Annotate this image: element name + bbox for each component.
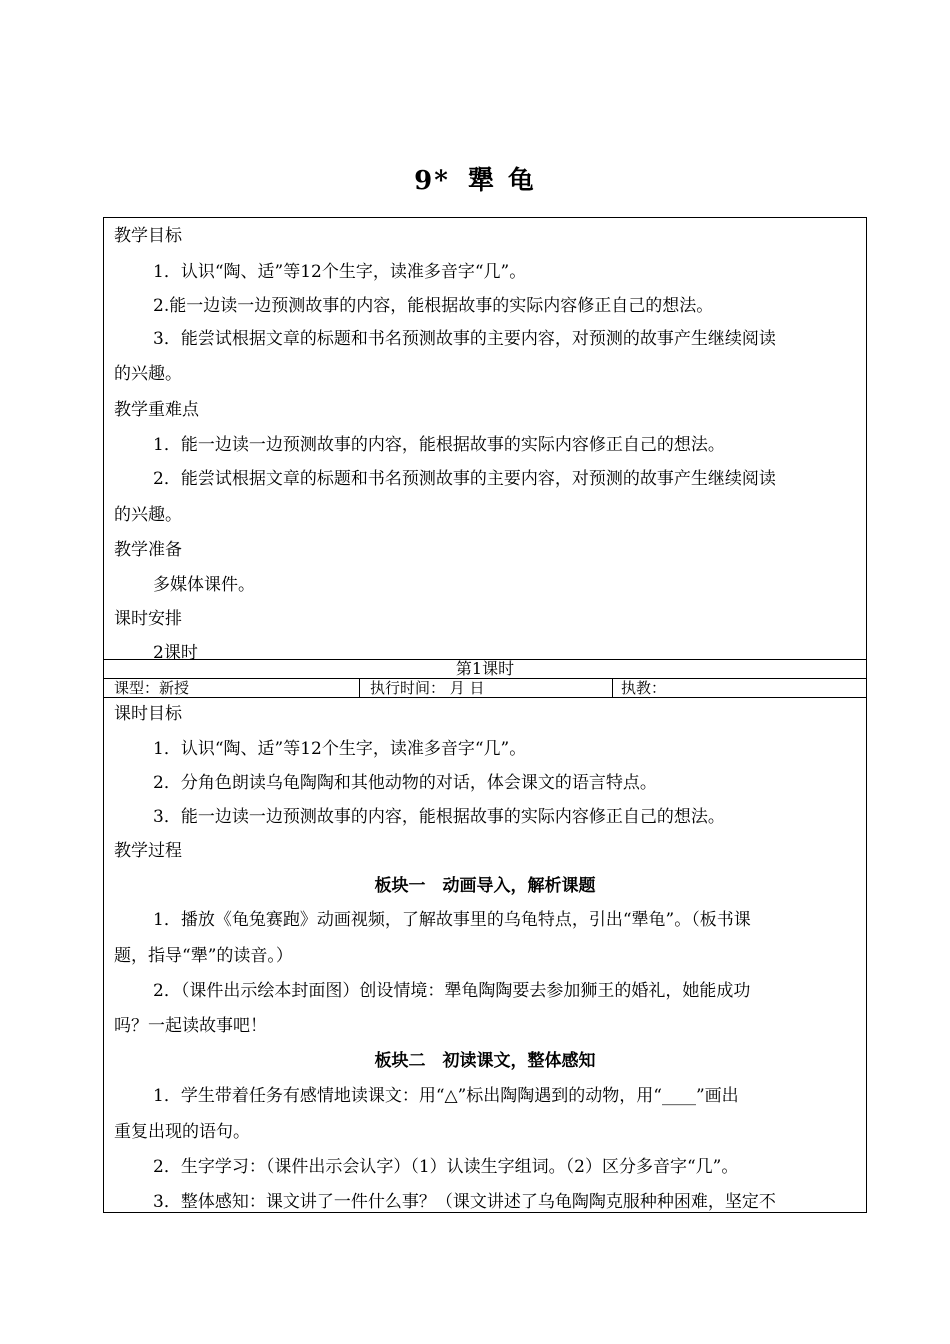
execution-time: 执行时间： 月 日 [359,679,610,697]
text-line: 的兴趣。 [114,505,182,525]
text-line: 2．生字学习：（课件出示会认字）（1）认读生字组词。（2）区分多音字“几”。 [153,1157,739,1177]
text-line: 吗？一起读故事吧！ [114,1016,267,1036]
text-line: 1．播放《龟兔赛跑》动画视频，了解故事里的乌龟特点，引出“犟龟”。（板书课 [153,910,751,930]
text-line: 1．认识“陶、适”等12个生字，读准多音字“几”。 [153,262,527,282]
teacher: 执教： [612,679,666,697]
title-char-2: 龟 [507,166,536,196]
section-heading: 教学目标 [114,226,182,246]
lesson-section [103,697,867,1213]
text-line: 的兴趣。 [114,364,182,384]
lesson-label: 第1课时 [455,659,515,678]
text-line: 多媒体课件。 [153,575,255,595]
title-char-1: 犟 [467,166,496,196]
section-heading: 课时安排 [114,609,182,629]
text-line: 2．（课件出示绘本封面图）创设情境：犟龟陶陶要去参加狮王的婚礼，她能成功 [153,981,751,1001]
text-line: 重复出现的语句。 [114,1122,250,1142]
block-heading: 板块二 初读课文，整体感知 [374,1051,596,1071]
block-heading: 板块一 动画导入，解析课题 [374,876,596,896]
section-heading: 教学过程 [114,841,182,861]
overview-section [103,217,867,663]
text-line: 1．学生带着任务有感情地读课文：用“△”标出陶陶遇到的动物，用“____”画出 [153,1086,739,1106]
text-line: 2．能尝试根据文章的标题和书名预测故事的主要内容，对预测的故事产生继续阅读 [153,469,776,489]
info-bar [103,678,867,698]
text-line: 2课时 [153,643,198,663]
section-heading: 课时目标 [114,704,182,724]
text-line: 题，指导“犟”的读音。） [114,946,293,966]
text-line: 1．能一边读一边预测故事的内容，能根据故事的实际内容修正自己的想法。 [153,435,725,455]
lesson-type: 课型：新授 [114,679,190,697]
section-heading: 教学重难点 [114,400,199,420]
lesson-number: 9* [414,166,450,196]
text-line: 3．能尝试根据文章的标题和书名预测故事的主要内容，对预测的故事产生继续阅读 [153,329,776,349]
section-heading: 教学准备 [114,540,182,560]
page-title [0,160,950,197]
lesson-bar [103,659,867,679]
text-line: 3．整体感知：课文讲了一件什么事？（课文讲述了乌龟陶陶克服种种困难，坚定不 [153,1192,776,1212]
text-line: 3．能一边读一边预测故事的内容，能根据故事的实际内容修正自己的想法。 [153,807,725,827]
text-line: 2.能一边读一边预测故事的内容，能根据故事的实际内容修正自己的想法。 [153,296,714,316]
text-line: 2．分角色朗读乌龟陶陶和其他动物的对话，体会课文的语言特点。 [153,773,657,793]
text-line: 1．认识“陶、适”等12个生字，读准多音字“几”。 [153,739,527,759]
